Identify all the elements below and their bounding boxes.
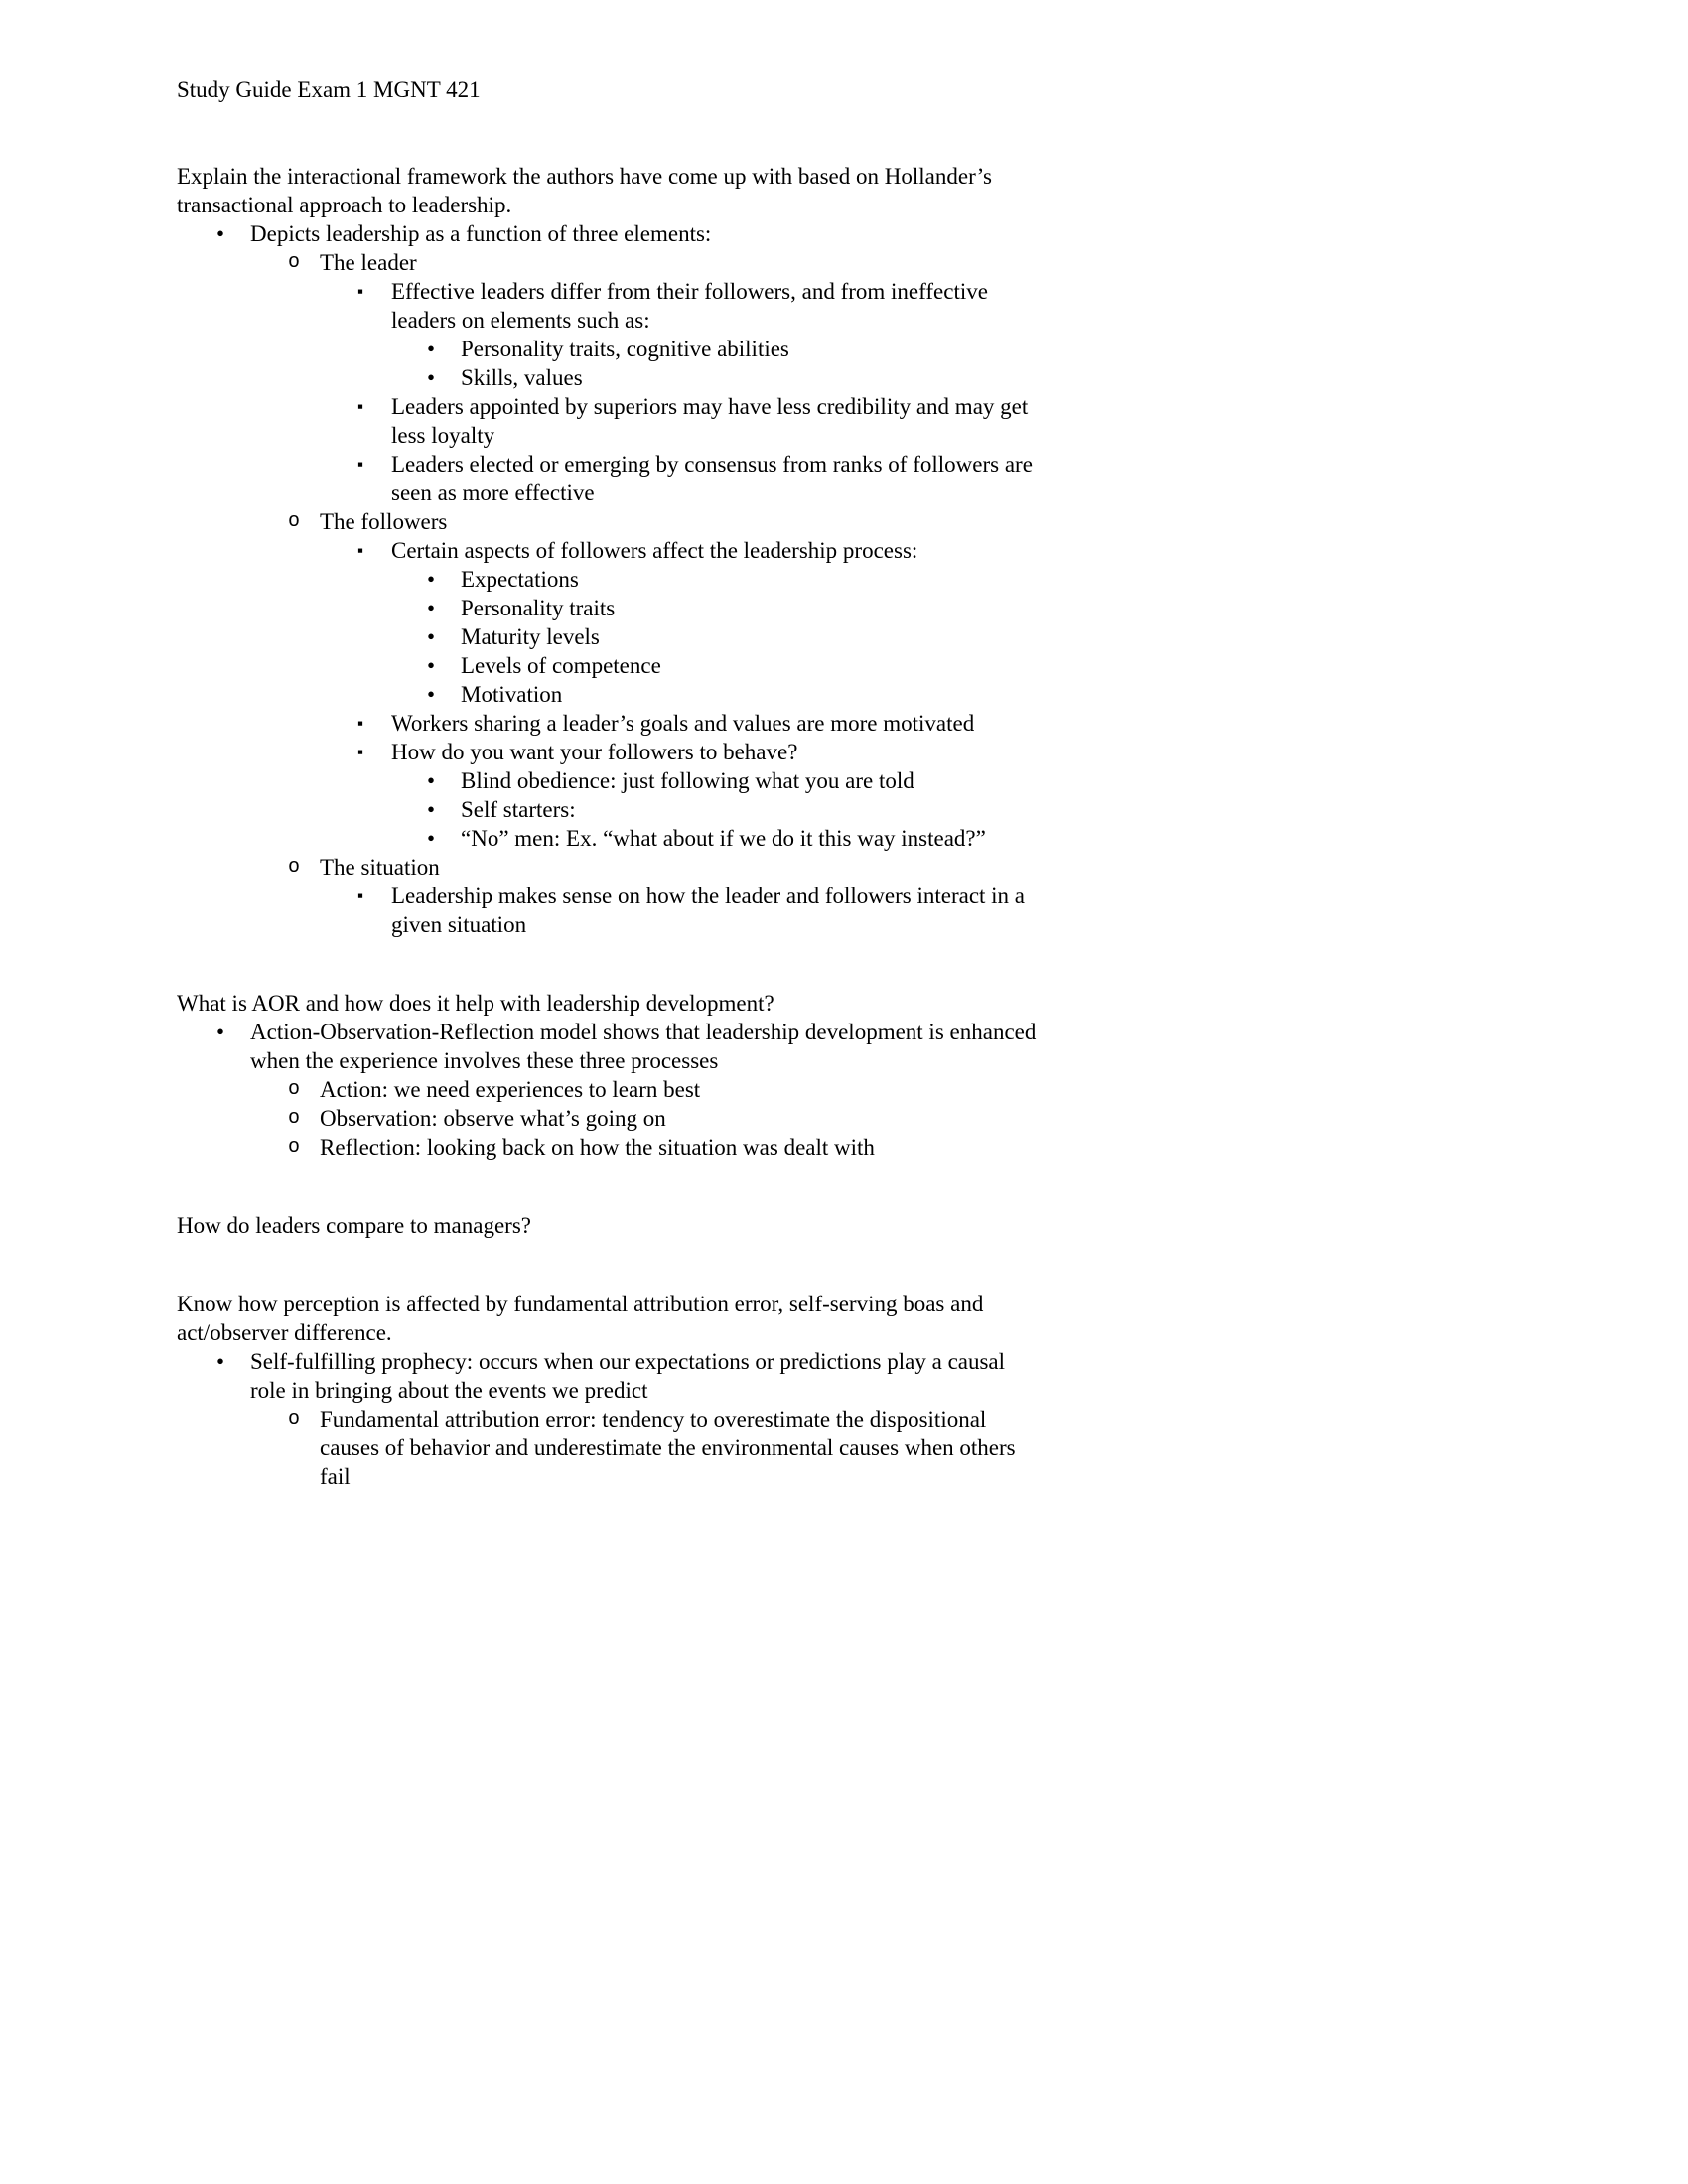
list-item-text: Action: we need experiences to learn best xyxy=(320,1077,701,1102)
list-item-text: How do you want your followers to behave? xyxy=(391,740,798,764)
list-item-b2 xyxy=(177,853,1039,882)
list-item-text: Leaders elected or emerging by consensus from ranks of followers are seen as more effective xyxy=(391,452,1033,505)
bullet-icon: • xyxy=(216,1349,225,1374)
list-item-text: Leadership makes sense on how the leader and followers interact in a given situation xyxy=(391,884,1026,937)
bullet-icon: • xyxy=(427,653,436,678)
bullet-icon: o xyxy=(288,1136,301,1159)
list-item-b4 xyxy=(177,795,1039,824)
list-item-text: Self starters: xyxy=(461,797,576,822)
paragraph: Know how perception is affected by fundamental attribution error, self-serving boas and act/observer difference. xyxy=(177,1292,984,1345)
list-item-text: Effective leaders differ from their followers, and from ineffective leaders on elements such as: xyxy=(391,279,988,333)
list-item-b4 xyxy=(177,680,1039,709)
bullet-icon: • xyxy=(427,624,436,649)
bullet-icon: • xyxy=(427,797,436,822)
bullet-icon: o xyxy=(288,1408,301,1431)
list-item-text: Certain aspects of followers affect the leadership process: xyxy=(391,538,918,563)
bullet-icon: ▪ xyxy=(357,455,364,474)
bullet-icon: • xyxy=(216,1020,225,1044)
list-item-text: Expectations xyxy=(461,567,579,592)
list-item-b4 xyxy=(177,651,1039,680)
list-item-b1 xyxy=(177,219,1039,248)
list-item-text: Depicts leadership as a function of three elements: xyxy=(250,221,712,246)
document-content xyxy=(177,75,1039,1491)
bullet-icon: ▪ xyxy=(357,282,364,301)
list-item-text: Levels of competence xyxy=(461,653,661,678)
paragraph-gap xyxy=(177,1161,1039,1211)
bullet-icon: • xyxy=(427,567,436,592)
bullet-icon: • xyxy=(427,768,436,793)
list-item-b1 xyxy=(177,1347,1039,1405)
bullet-icon: ▪ xyxy=(357,714,364,733)
bullet-icon: • xyxy=(427,365,436,390)
paragraph: What is AOR and how does it help with leadership development? xyxy=(177,991,774,1016)
list-item-b3 xyxy=(177,392,1039,450)
list-item-b2 xyxy=(177,1405,1039,1491)
bullet-icon: ▪ xyxy=(357,397,364,416)
list-item-b4 xyxy=(177,766,1039,795)
paragraph-gap xyxy=(177,939,1039,989)
list-item-b2 xyxy=(177,507,1039,536)
list-item-text: Motivation xyxy=(461,682,563,707)
bullet-icon: ▪ xyxy=(357,743,364,761)
list-item-b1 xyxy=(177,1018,1039,1075)
list-item-text: Reflection: looking back on how the situation was dealt with xyxy=(320,1135,875,1160)
list-item-b3 xyxy=(177,709,1039,738)
paragraph-gap xyxy=(177,1240,1039,1290)
bullet-icon: • xyxy=(427,682,436,707)
list-item-text: Self-fulfilling prophecy: occurs when our expectations or predictions play a causal role in bringing about the events we predict xyxy=(250,1349,1006,1403)
bullet-icon: o xyxy=(288,1078,301,1101)
list-item-b2 xyxy=(177,1133,1039,1161)
list-item-text: Fundamental attribution error: tendency to overestimate the dispositional causes of behavior and underestimate the environmental causes when others fail xyxy=(320,1407,1016,1489)
list-item-text: Personality traits, cognitive abilities xyxy=(461,337,789,361)
list-item-b3 xyxy=(177,882,1039,939)
list-item-b4 xyxy=(177,622,1039,651)
paragraph: How do leaders compare to managers? xyxy=(177,1213,531,1238)
bullet-icon: • xyxy=(216,221,225,246)
bullet-icon: o xyxy=(288,510,301,533)
bullet-icon: • xyxy=(427,337,436,361)
list-item-b2 xyxy=(177,248,1039,277)
list-item-b4 xyxy=(177,824,1039,853)
bullet-icon: o xyxy=(288,856,301,879)
list-item-text: Skills, values xyxy=(461,365,583,390)
bullet-icon: o xyxy=(288,251,301,274)
bullet-icon: • xyxy=(427,826,436,851)
list-item-b4 xyxy=(177,335,1039,363)
list-item-b4 xyxy=(177,565,1039,594)
list-item-text: Workers sharing a leader’s goals and values are more motivated xyxy=(391,711,975,736)
list-item-b3 xyxy=(177,450,1039,507)
list-item-text: The leader xyxy=(320,250,417,275)
list-item-text: Maturity levels xyxy=(461,624,600,649)
bullet-icon: ▪ xyxy=(357,541,364,560)
bullet-icon: • xyxy=(427,596,436,620)
list-item-b2 xyxy=(177,1104,1039,1133)
list-item-text: Personality traits xyxy=(461,596,616,620)
document-body xyxy=(177,162,1039,1491)
document-title: Study Guide Exam 1 MGNT 421 xyxy=(177,77,481,102)
bullet-icon: o xyxy=(288,1107,301,1130)
paragraph: Explain the interactional framework the authors have come up with based on Hollander’s transactional approach to leadership. xyxy=(177,164,992,217)
list-item-text: “No” men: Ex. “what about if we do it this way instead?” xyxy=(461,826,986,851)
list-item-b3 xyxy=(177,277,1039,335)
list-item-b4 xyxy=(177,363,1039,392)
list-item-text: Leaders appointed by superiors may have less credibility and may get less loyalty xyxy=(391,394,1029,448)
list-item-text: Action-Observation-Reflection model shows that leadership development is enhanced when the experience involves these three processes xyxy=(250,1020,1037,1073)
list-item-text: The situation xyxy=(320,855,440,880)
bullet-icon: ▪ xyxy=(357,887,364,905)
list-item-b4 xyxy=(177,594,1039,622)
list-item-b3 xyxy=(177,536,1039,565)
list-item-text: Blind obedience: just following what you are told xyxy=(461,768,914,793)
list-item-b3 xyxy=(177,738,1039,766)
list-item-text: The followers xyxy=(320,509,448,534)
list-item-b2 xyxy=(177,1075,1039,1104)
list-item-text: Observation: observe what’s going on xyxy=(320,1106,666,1131)
